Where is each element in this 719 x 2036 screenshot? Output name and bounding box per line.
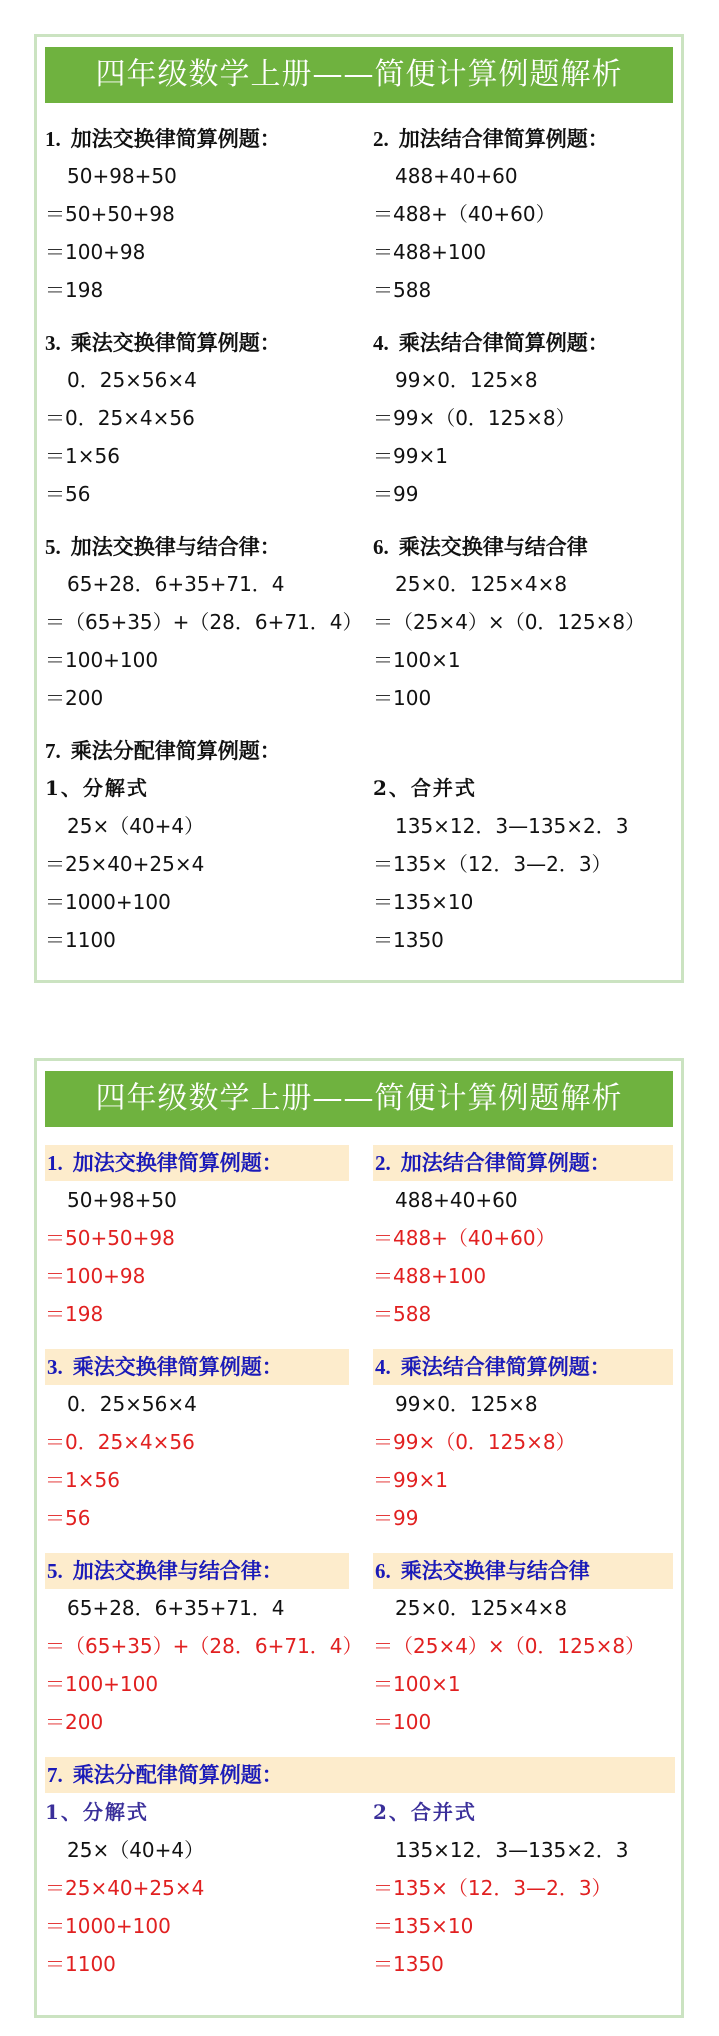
expression: 65+28．6+35+71．4 — [67, 1596, 285, 1620]
worksheet-card-highlighted — [34, 1058, 684, 2018]
step: ＝50+50+98 — [45, 202, 175, 226]
section-3 — [45, 1349, 349, 1537]
subsection-title: 2、合并式 — [373, 776, 477, 800]
step: ＝135×（12．3—2．3） — [373, 1876, 612, 1900]
step: ＝488+100 — [373, 240, 487, 264]
page-title: 四年级数学上册——简便计算例题解析 — [45, 47, 673, 103]
step: ＝99 — [373, 1506, 419, 1530]
expression: 50+98+50 — [67, 1188, 177, 1212]
section-title: 乘法分配律简算例题： — [70, 738, 281, 763]
step: ＝1100 — [45, 1952, 116, 1976]
expression: 99×0．125×8 — [395, 1392, 538, 1416]
expression: 25×0．125×4×8 — [395, 1596, 568, 1620]
section-number: 5. — [45, 535, 61, 559]
section-number: 2. — [375, 1151, 391, 1175]
step: ＝1100 — [45, 928, 116, 952]
step: ＝488+100 — [373, 1264, 487, 1288]
section-5 — [45, 1553, 363, 1741]
step: ＝100+98 — [45, 1264, 146, 1288]
step: ＝（25×4）×（0．125×8） — [373, 1634, 646, 1658]
step: ＝100 — [373, 1710, 432, 1734]
section-title: 乘法结合律简算例题： — [400, 1354, 611, 1379]
worksheet-card-plain — [34, 34, 684, 983]
step: ＝1000+100 — [45, 890, 171, 914]
section-1 — [45, 121, 349, 309]
section-7 — [45, 733, 349, 959]
step: ＝1350 — [373, 1952, 444, 1976]
step: ＝0．25×4×56 — [45, 406, 195, 430]
step: ＝（65+35）+（28．6+71．4） — [45, 1634, 363, 1658]
step: ＝（65+35）+（28．6+71．4） — [45, 610, 363, 634]
section-title: 加法结合律简算例题： — [398, 126, 609, 151]
section-number: 7. — [47, 1763, 63, 1787]
step: ＝56 — [45, 1506, 91, 1530]
section-7-right — [373, 769, 673, 959]
step: ＝135×10 — [373, 1914, 474, 1938]
expression: 25×（40+4） — [67, 1838, 205, 1862]
section-3 — [45, 325, 349, 513]
section-5 — [45, 529, 363, 717]
expression: 488+40+60 — [395, 164, 518, 188]
expression: 135×12．3—135×2．3 — [395, 1838, 629, 1862]
section-title: 乘法交换律与结合律 — [398, 534, 588, 559]
step: ＝1×56 — [45, 444, 120, 468]
step: ＝0．25×4×56 — [45, 1430, 195, 1454]
section-6 — [373, 529, 673, 717]
section-number: 7. — [45, 739, 61, 763]
section-number: 1. — [45, 127, 61, 151]
step: ＝200 — [45, 686, 104, 710]
subsection-title: 1、分解式 — [45, 1800, 149, 1824]
section-number: 4. — [373, 331, 389, 355]
section-number: 1. — [47, 1151, 63, 1175]
step: ＝135×10 — [373, 890, 474, 914]
section-7 — [45, 1757, 349, 1983]
expression: 50+98+50 — [67, 164, 177, 188]
section-title: 乘法交换律简算例题： — [70, 330, 281, 355]
section-title: 加法交换律简算例题： — [70, 126, 281, 151]
section-7-right — [373, 1793, 673, 1983]
step: ＝100+98 — [45, 240, 146, 264]
section-title: 乘法分配律简算例题： — [72, 1762, 283, 1787]
step: ＝50+50+98 — [45, 1226, 175, 1250]
step: ＝1×56 — [45, 1468, 120, 1492]
step: ＝100×1 — [373, 1672, 461, 1696]
step: ＝100+100 — [45, 648, 159, 672]
section-number: 4. — [375, 1355, 391, 1379]
step: ＝100+100 — [45, 1672, 159, 1696]
section-title: 乘法结合律简算例题： — [398, 330, 609, 355]
section-1 — [45, 1145, 349, 1333]
step: ＝99 — [373, 482, 419, 506]
step: ＝56 — [45, 482, 91, 506]
section-6 — [373, 1553, 673, 1741]
step: ＝588 — [373, 278, 432, 302]
step: ＝198 — [45, 278, 104, 302]
step: ＝488+（40+60） — [373, 1226, 556, 1250]
section-number: 3. — [45, 331, 61, 355]
section-title: 加法结合律简算例题： — [400, 1150, 611, 1175]
section-title: 乘法交换律与结合律 — [400, 1558, 590, 1583]
step: ＝25×40+25×4 — [45, 852, 205, 876]
expression: 0．25×56×4 — [67, 1392, 197, 1416]
step: ＝99×（0．125×8） — [373, 1430, 576, 1454]
section-4 — [373, 1349, 673, 1537]
step: ＝100 — [373, 686, 432, 710]
expression: 25×0．125×4×8 — [395, 572, 568, 596]
section-4 — [373, 325, 673, 513]
step: ＝（25×4）×（0．125×8） — [373, 610, 646, 634]
section-2 — [373, 121, 673, 309]
section-title: 加法交换律简算例题： — [72, 1150, 283, 1175]
step: ＝99×（0．125×8） — [373, 406, 576, 430]
section-number: 6. — [375, 1559, 391, 1583]
expression: 99×0．125×8 — [395, 368, 538, 392]
section-2 — [373, 1145, 673, 1333]
step: ＝1000+100 — [45, 1914, 171, 1938]
expression: 135×12．3—135×2．3 — [395, 814, 629, 838]
step: ＝198 — [45, 1302, 104, 1326]
step: ＝135×（12．3—2．3） — [373, 852, 612, 876]
page-title: 四年级数学上册——简便计算例题解析 — [45, 1071, 673, 1127]
section-title: 乘法交换律简算例题： — [72, 1354, 283, 1379]
section-title: 加法交换律与结合律： — [72, 1558, 283, 1583]
step: ＝200 — [45, 1710, 104, 1734]
step: ＝100×1 — [373, 648, 461, 672]
expression: 0．25×56×4 — [67, 368, 197, 392]
step: ＝1350 — [373, 928, 444, 952]
subsection-title: 1、分解式 — [45, 776, 149, 800]
expression: 65+28．6+35+71．4 — [67, 572, 285, 596]
subsection-title: 2、合并式 — [373, 1800, 477, 1824]
step: ＝99×1 — [373, 1468, 448, 1492]
section-number: 6. — [373, 535, 389, 559]
section-title: 加法交换律与结合律： — [70, 534, 281, 559]
step: ＝488+（40+60） — [373, 202, 556, 226]
step: ＝588 — [373, 1302, 432, 1326]
section-number: 3. — [47, 1355, 63, 1379]
expression: 488+40+60 — [395, 1188, 518, 1212]
section-number: 5. — [47, 1559, 63, 1583]
expression: 25×（40+4） — [67, 814, 205, 838]
step: ＝99×1 — [373, 444, 448, 468]
section-number: 2. — [373, 127, 389, 151]
step: ＝25×40+25×4 — [45, 1876, 205, 1900]
